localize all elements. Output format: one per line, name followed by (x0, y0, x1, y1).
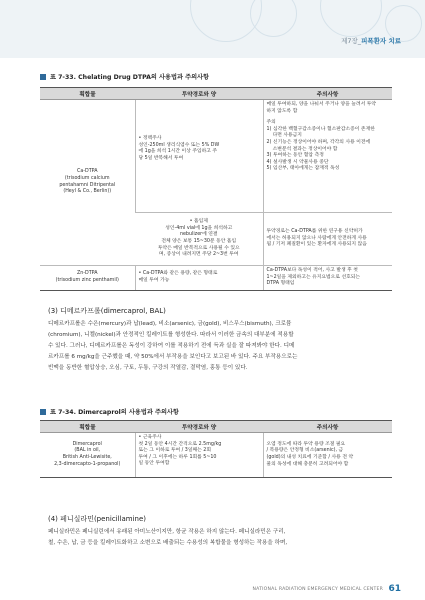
table1-header-compound: 획합물 (40, 88, 135, 100)
table2-header-caution: 주의사항 (263, 421, 392, 433)
list-item: 3) 투여하는 동안 혈압 측정 (266, 153, 324, 159)
decorative-ring-icon (320, 0, 382, 37)
caution-iv (263, 100, 392, 213)
table1-header-row (40, 88, 392, 100)
table2-caption-text: 표 7-34. Dimercaprol의 사용법과 주의사항 (50, 409, 179, 416)
section3-paragraph (48, 319, 393, 374)
table2-caption (40, 407, 179, 416)
route-iv: • 정맥주사 성인-250ml 생리식염수 또는 5% DW 에 1g을 희석 1시간 이상 주입하고 주 당 5일 반복해서 투여 (135, 100, 263, 213)
table-row (40, 433, 392, 478)
decorative-ring-icon (250, 0, 297, 37)
footer (0, 585, 425, 600)
list-item: 5) 임산부, 태아에게는 잠재적 독성 (266, 166, 340, 172)
table2-header-row (40, 421, 392, 433)
table1-caption (40, 72, 209, 81)
section4-paragraph (48, 527, 393, 549)
route-im: • 근육주사 첫 2일 동안 4시간 간격으로 2.5mg/kg 또는 그 이하로 투여 / 3일째는 2회 투여 / 그 이후에는 하루 1회를 5~10 일 동안 투여함 (135, 433, 263, 478)
section4-heading: (4) 페니실라민(penicillamine) (48, 515, 147, 523)
caution-list (267, 120, 390, 173)
paragraph-line: 르카프롤 6 mg/kg을 근주했을 때, 약 50%에서 부작용을 보인다고 보고된 바 있다. 주요 부작용으로는 (48, 354, 298, 360)
caution-zn: Ca-DTPA보다 독성이 적어, 사고 발생 후 첫 1~2일을 제외하고는 유지요법으로 선호되는 DTPA 형태임 (263, 266, 392, 291)
paragraph-line: 디메르카프롤은 수은(mercury)과 납(lead), 비소(arsenic), 금(gold), 비스무스(bismuth), 크로뮴 (48, 321, 292, 327)
route-inhalation: • 흡입제 성인-4ml vial에 1g을 희석하고 nebulizer에 연결 전체 양은 보통 15~30분 동안 흡입 투약은 매일 반복적으로 사용될 수 있으 며, 증상이 내려지면 주당 2~3번 투여 (135, 213, 263, 266)
list-item: 1) 심각한 백혈구감소증이나 혈소판감소증이 존재한 (266, 126, 375, 132)
drug-name-zn-dtpa: Zn-DTPA (trisodium zinc penthamil) (40, 266, 135, 291)
list-item: 소변분석 결과는 정상이어야 함 (266, 146, 338, 152)
caution-top: 매일 투여하되, 양을 나눠서 주거나 양을 늘려서 투약 하지 않도록 함 (266, 102, 377, 114)
table-row (40, 100, 392, 213)
list-item: 4) 설사발생 시 약물사용 중단 (266, 159, 329, 165)
section3-heading: (3) 디메르카프롤(dimercaprol, BAL) (48, 307, 166, 315)
paragraph-line: (chromium), 니켈(nickel)과 안정적인 킬레이트를 형성한다. 따라서 이러한 금속의 대부분에 적용할 (48, 332, 294, 338)
table2-header-compound: 획합물 (40, 421, 135, 433)
list-item: 다면 사용금지 (266, 133, 302, 139)
chapter-prefix: 제7장_ (341, 37, 362, 45)
footer-org: NATIONAL RADIATION EMERGENCY MEDICAL CENTER (252, 587, 383, 592)
list-item: 주의 (266, 120, 276, 126)
table-row (40, 266, 392, 291)
chapter-label (341, 36, 401, 45)
caption-square-icon (40, 409, 46, 415)
table1 (40, 87, 392, 291)
paragraph-line: 철, 수은, 납, 금 등을 킬레이트화하고 소변으로 배출되는 수용성의 복합물을 형성하는 작용을 하며, (48, 540, 288, 546)
paragraph-line: 수 있다. 그러나, 디메르카프롤은 독성이 강하여 이를 적용하기 전에 득과 실을 잘 따져봐야 한다. 디메 (48, 343, 295, 349)
table1-header-route: 투약경로와 양 (135, 88, 263, 100)
page-number: 61 (388, 584, 401, 594)
table2-header-route: 투약경로와 양 (135, 421, 263, 433)
paragraph-line: 페니실라민은 페니실린에서 유래된 아미노산이지만, 항균 작용은 하지 않는다. 페니실라민은 구리, (48, 529, 286, 535)
route-zn: • Ca-DTPA와 같은 용량, 같은 형태로 매일 투여 가능 (135, 266, 263, 291)
table1-caption-text: 표 7-33. Chelating Drug DTPA의 사용법과 주의사항 (50, 74, 210, 81)
caution-inhalation: 투약경로는 Ca-DTPA를 위한 연구용 신약허가 에서는 허용되지 않으나 사람에게 안전하게 사용 됨 / 기저 폐질환이 있는 환자에게 사용되지 않음 (263, 213, 392, 266)
header-band (0, 0, 425, 58)
list-item: 2) 신기능은 정상이어야 하며, 각각의 사용 이전에 (266, 139, 371, 145)
chapter-title: 피폭환자 치료 (361, 37, 401, 45)
table2 (40, 420, 392, 478)
drug-name-ca-dtpa: Ca-DTPA (trisodium calcium pentahamni Ditripental (Heyl & Co., Berlin)) (40, 100, 135, 266)
drug-name-dimercaprol: Dimercaprol (BAL in oil, British Anti-Lewisite, 2,3-dimercapto-1-propanol) (40, 433, 135, 478)
table1-header-caution: 주의사항 (263, 88, 392, 100)
paragraph-line: 빈맥을 동반한 혈압상승, 오심, 구토, 두통, 구강의 작열감, 결막염, 홍통 등이 있다. (48, 365, 248, 371)
caption-square-icon (40, 74, 46, 80)
caution-dimercaprol: 오염 정도에 따라 투약 용량 조절 필요 / 복용량은 안정형 비소(arsenic), 금 (gold)의 내성 치료에 기준함 / 사용 전 약 물의 독성에 대해 충분히 고려되어야 함 (263, 433, 392, 478)
